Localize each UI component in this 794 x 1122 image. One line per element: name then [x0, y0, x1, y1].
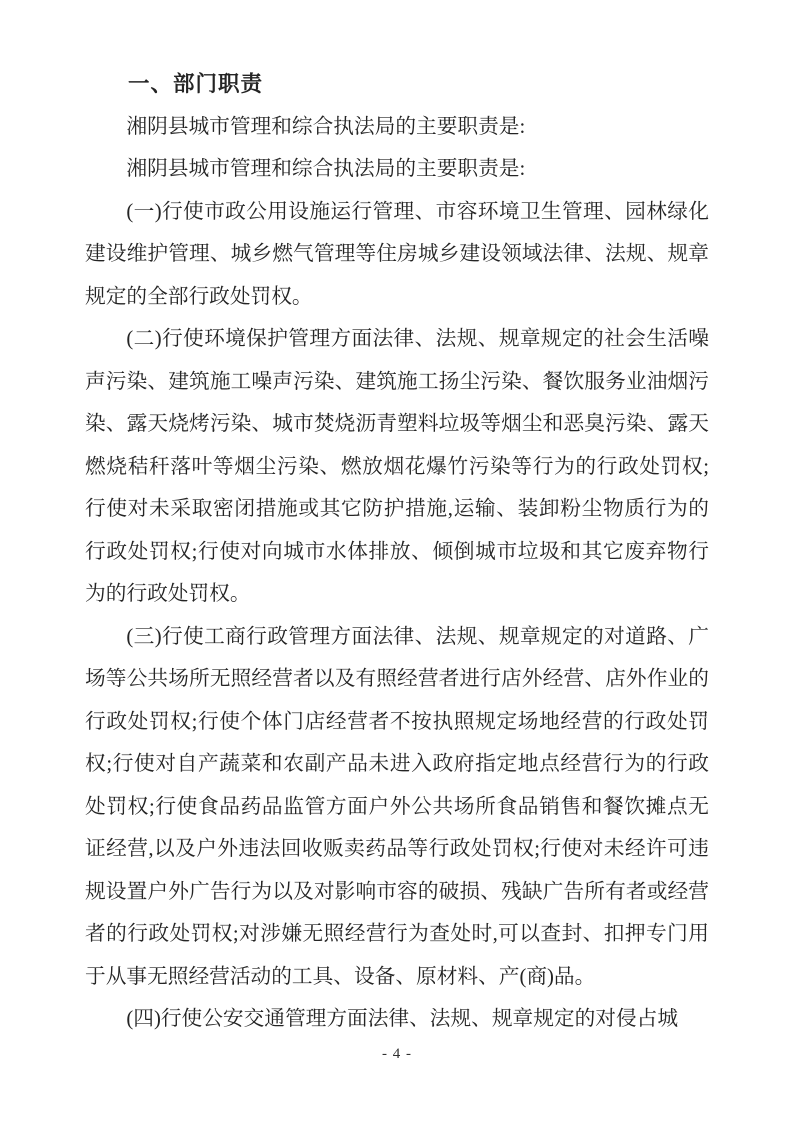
section-heading: 一、部门职责 [128, 72, 264, 96]
page-number: - 4 - [382, 1046, 412, 1062]
document-body [85, 63, 709, 1041]
paragraph-item-2: (二)行使环境保护管理方面法律、法规、规章规定的社会生活噪声污染、建筑施工噪声污染、建筑施工扬尘污染、餐饮服务业油烟污染、露天烧烤污染、城市焚烧沥青塑料垃圾等烟尘和恶臭污染、露天燃烧秸秆落叶等烟尘污染、燃放烟花爆竹污染等行为的行政处罚权;行使对未采取密闭措施或其它防护措施,运输、装卸粉尘物质行为的行政处罚权;行使对向城市水体排放、倾倒城市垃圾和其它废弃物行为的行政处罚权。 [85, 328, 709, 605]
paragraph-item-4: (四)行使公安交通管理方面法律、法规、规章规定的对侵占城 [126, 1008, 679, 1030]
paragraph-item-3: (三)行使工商行政管理方面法律、法规、规章规定的对道路、广场等公共场所无照经营者以及有照经营者进行店外经营、店外作业的行政处罚权;行使个体门店经营者不按执照规定场地经营的行政处罚权;行使对自产蔬菜和农副产品未进入政府指定地点经营行为的行政处罚权;行使食品药品监管方面户外公共场所食品销售和餐饮摊点无证经营,以及户外违法回收贩卖药品等行政处罚权;行使对未经许可违规设置户外广告行为以及对影响市容的破损、残缺广告所有者或经营者的行政处罚权;对涉嫌无照经营行为查处时,可以查封、扣押专门用于从事无照经营活动的工具、设备、原材料、产(商)品。 [85, 625, 709, 988]
paragraph-intro-2: 湘阴县城市管理和综合执法局的主要职责是: [126, 158, 526, 180]
paragraph-item-1: (一)行使市政公用设施运行管理、市容环境卫生管理、园林绿化建设维护管理、城乡燃气管理等住房城乡建设领域法律、法规、规章规定的全部行政处罚权。 [85, 200, 709, 308]
paragraph-intro-1: 湘阴县城市管理和综合执法局的主要职责是: [126, 115, 526, 138]
